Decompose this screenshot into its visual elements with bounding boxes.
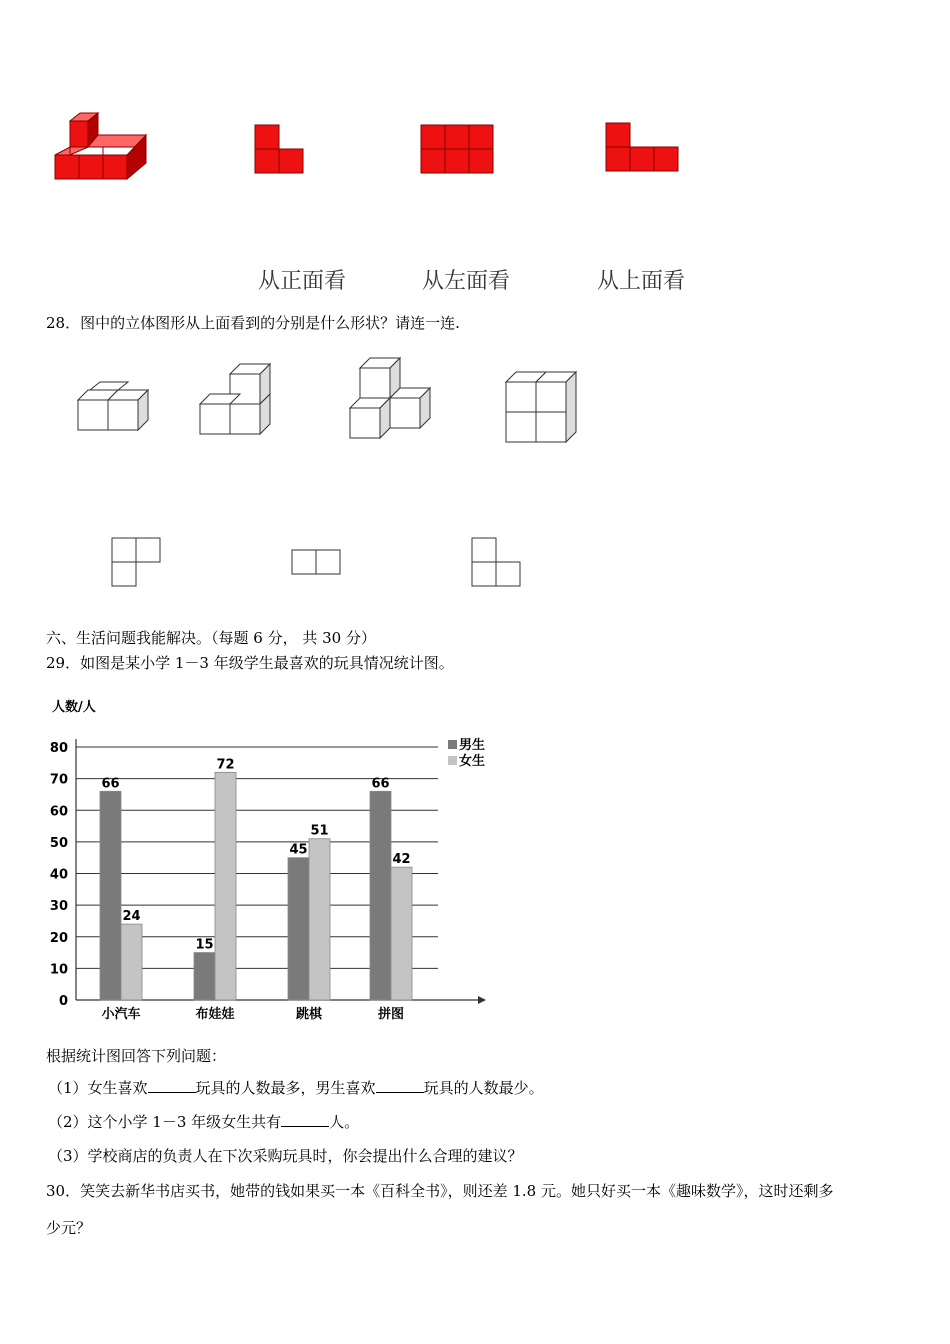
answer-blank-3[interactable] [281, 1112, 329, 1127]
q29-sub1-part-b: 玩具的人数最多，男生喜欢 [195, 1079, 376, 1097]
x-category-label: 拼图 [377, 1007, 405, 1022]
bar-girls [121, 924, 142, 1000]
legend-label: 女生 [459, 754, 486, 769]
y-tick-label: 0 [58, 994, 68, 1009]
bar-value-label: 66 [101, 776, 120, 792]
front-view-shape [255, 125, 303, 173]
legend-swatch [448, 756, 457, 765]
bar-value-label: 72 [216, 757, 235, 773]
y-axis-title: 人数/人 [52, 700, 96, 715]
front-view-label: 从正面看 [258, 269, 347, 294]
solid-d [506, 372, 576, 442]
section6-heading: 六、生活问题我能解决。（每题 6 分， 共 30 分） [46, 629, 376, 647]
q29-prompt: 根据统计图回答下列问题： [46, 1047, 227, 1065]
top-view-label: 从上面看 [597, 269, 686, 294]
top-view-shape [606, 123, 678, 171]
bar-boys [370, 791, 391, 1000]
answer-blank-1[interactable] [148, 1078, 196, 1093]
y-tick-label: 80 [49, 741, 68, 756]
q29-sub2-part-a: （2）这个小学 1－3 年级女生共有 [48, 1113, 282, 1131]
q28-text: 28．图中的立体图形从上面看到的分别是什么形状？请连一连. [46, 314, 460, 332]
bar-value-label: 15 [195, 937, 214, 953]
left-view-shape [421, 125, 493, 173]
red-cube-solid [55, 113, 146, 179]
y-tick-label: 40 [49, 867, 68, 883]
legend-label: 男生 [459, 738, 486, 753]
bar-value-label: 24 [122, 909, 141, 925]
left-view-label: 从左面看 [422, 269, 511, 294]
q29-sub2 [48, 1111, 359, 1132]
views-figure [40, 95, 720, 205]
answer-blank-2[interactable] [376, 1078, 424, 1093]
bar-value-label: 42 [392, 852, 411, 868]
q29-sub1-part-a: （1）女生喜欢 [48, 1079, 148, 1097]
solid-c [350, 358, 430, 438]
bar-value-label: 66 [371, 776, 390, 792]
legend-swatch [448, 740, 457, 749]
x-category-label: 小汽车 [101, 1007, 141, 1022]
q29-sub1 [48, 1077, 544, 1098]
y-tick-label: 50 [49, 835, 68, 851]
bar-boys [194, 953, 215, 1000]
q29-sub3: （3）学校商店的负责人在下次采购玩具时，你会提出什么合理的建议？ [48, 1147, 523, 1165]
y-tick-label: 60 [49, 804, 68, 820]
x-category-label: 跳棋 [295, 1007, 323, 1022]
bar-girls [215, 772, 236, 1000]
solid-b [200, 364, 270, 434]
y-tick-label: 30 [49, 899, 68, 915]
top-view-option-1 [112, 538, 160, 586]
solid-a [78, 382, 148, 430]
bar-boys [288, 858, 309, 1000]
q28-figures [60, 350, 600, 600]
q29-sub1-part-c: 玩具的人数最少。 [423, 1079, 544, 1097]
bar-value-label: 51 [310, 823, 329, 839]
q29-text: 29．如图是某小学 1－3 年级学生最喜欢的玩具情况统计图。 [46, 654, 454, 672]
bar-boys [100, 791, 121, 1000]
bar-girls [309, 839, 330, 1000]
x-axis-arrow [478, 996, 486, 1004]
y-tick-label: 20 [49, 930, 68, 946]
x-category-label: 布娃娃 [195, 1007, 235, 1022]
y-tick-label: 10 [49, 962, 68, 978]
y-tick-label: 70 [49, 772, 68, 788]
q29-sub2-part-b: 人。 [329, 1113, 360, 1131]
bar-value-label: 45 [289, 842, 308, 858]
top-view-option-2 [292, 550, 340, 574]
q30-line2: 少元？ [46, 1219, 92, 1237]
bar-girls [391, 867, 412, 1000]
q30-line1: 30．笑笑去新华书店买书，她带的钱如果买一本《百科全书》，则还差 1.8 元。她只好买一本《趣味数学》，这时还剩多 [46, 1182, 834, 1200]
top-view-option-3 [472, 538, 520, 586]
bar-chart [40, 690, 510, 1030]
